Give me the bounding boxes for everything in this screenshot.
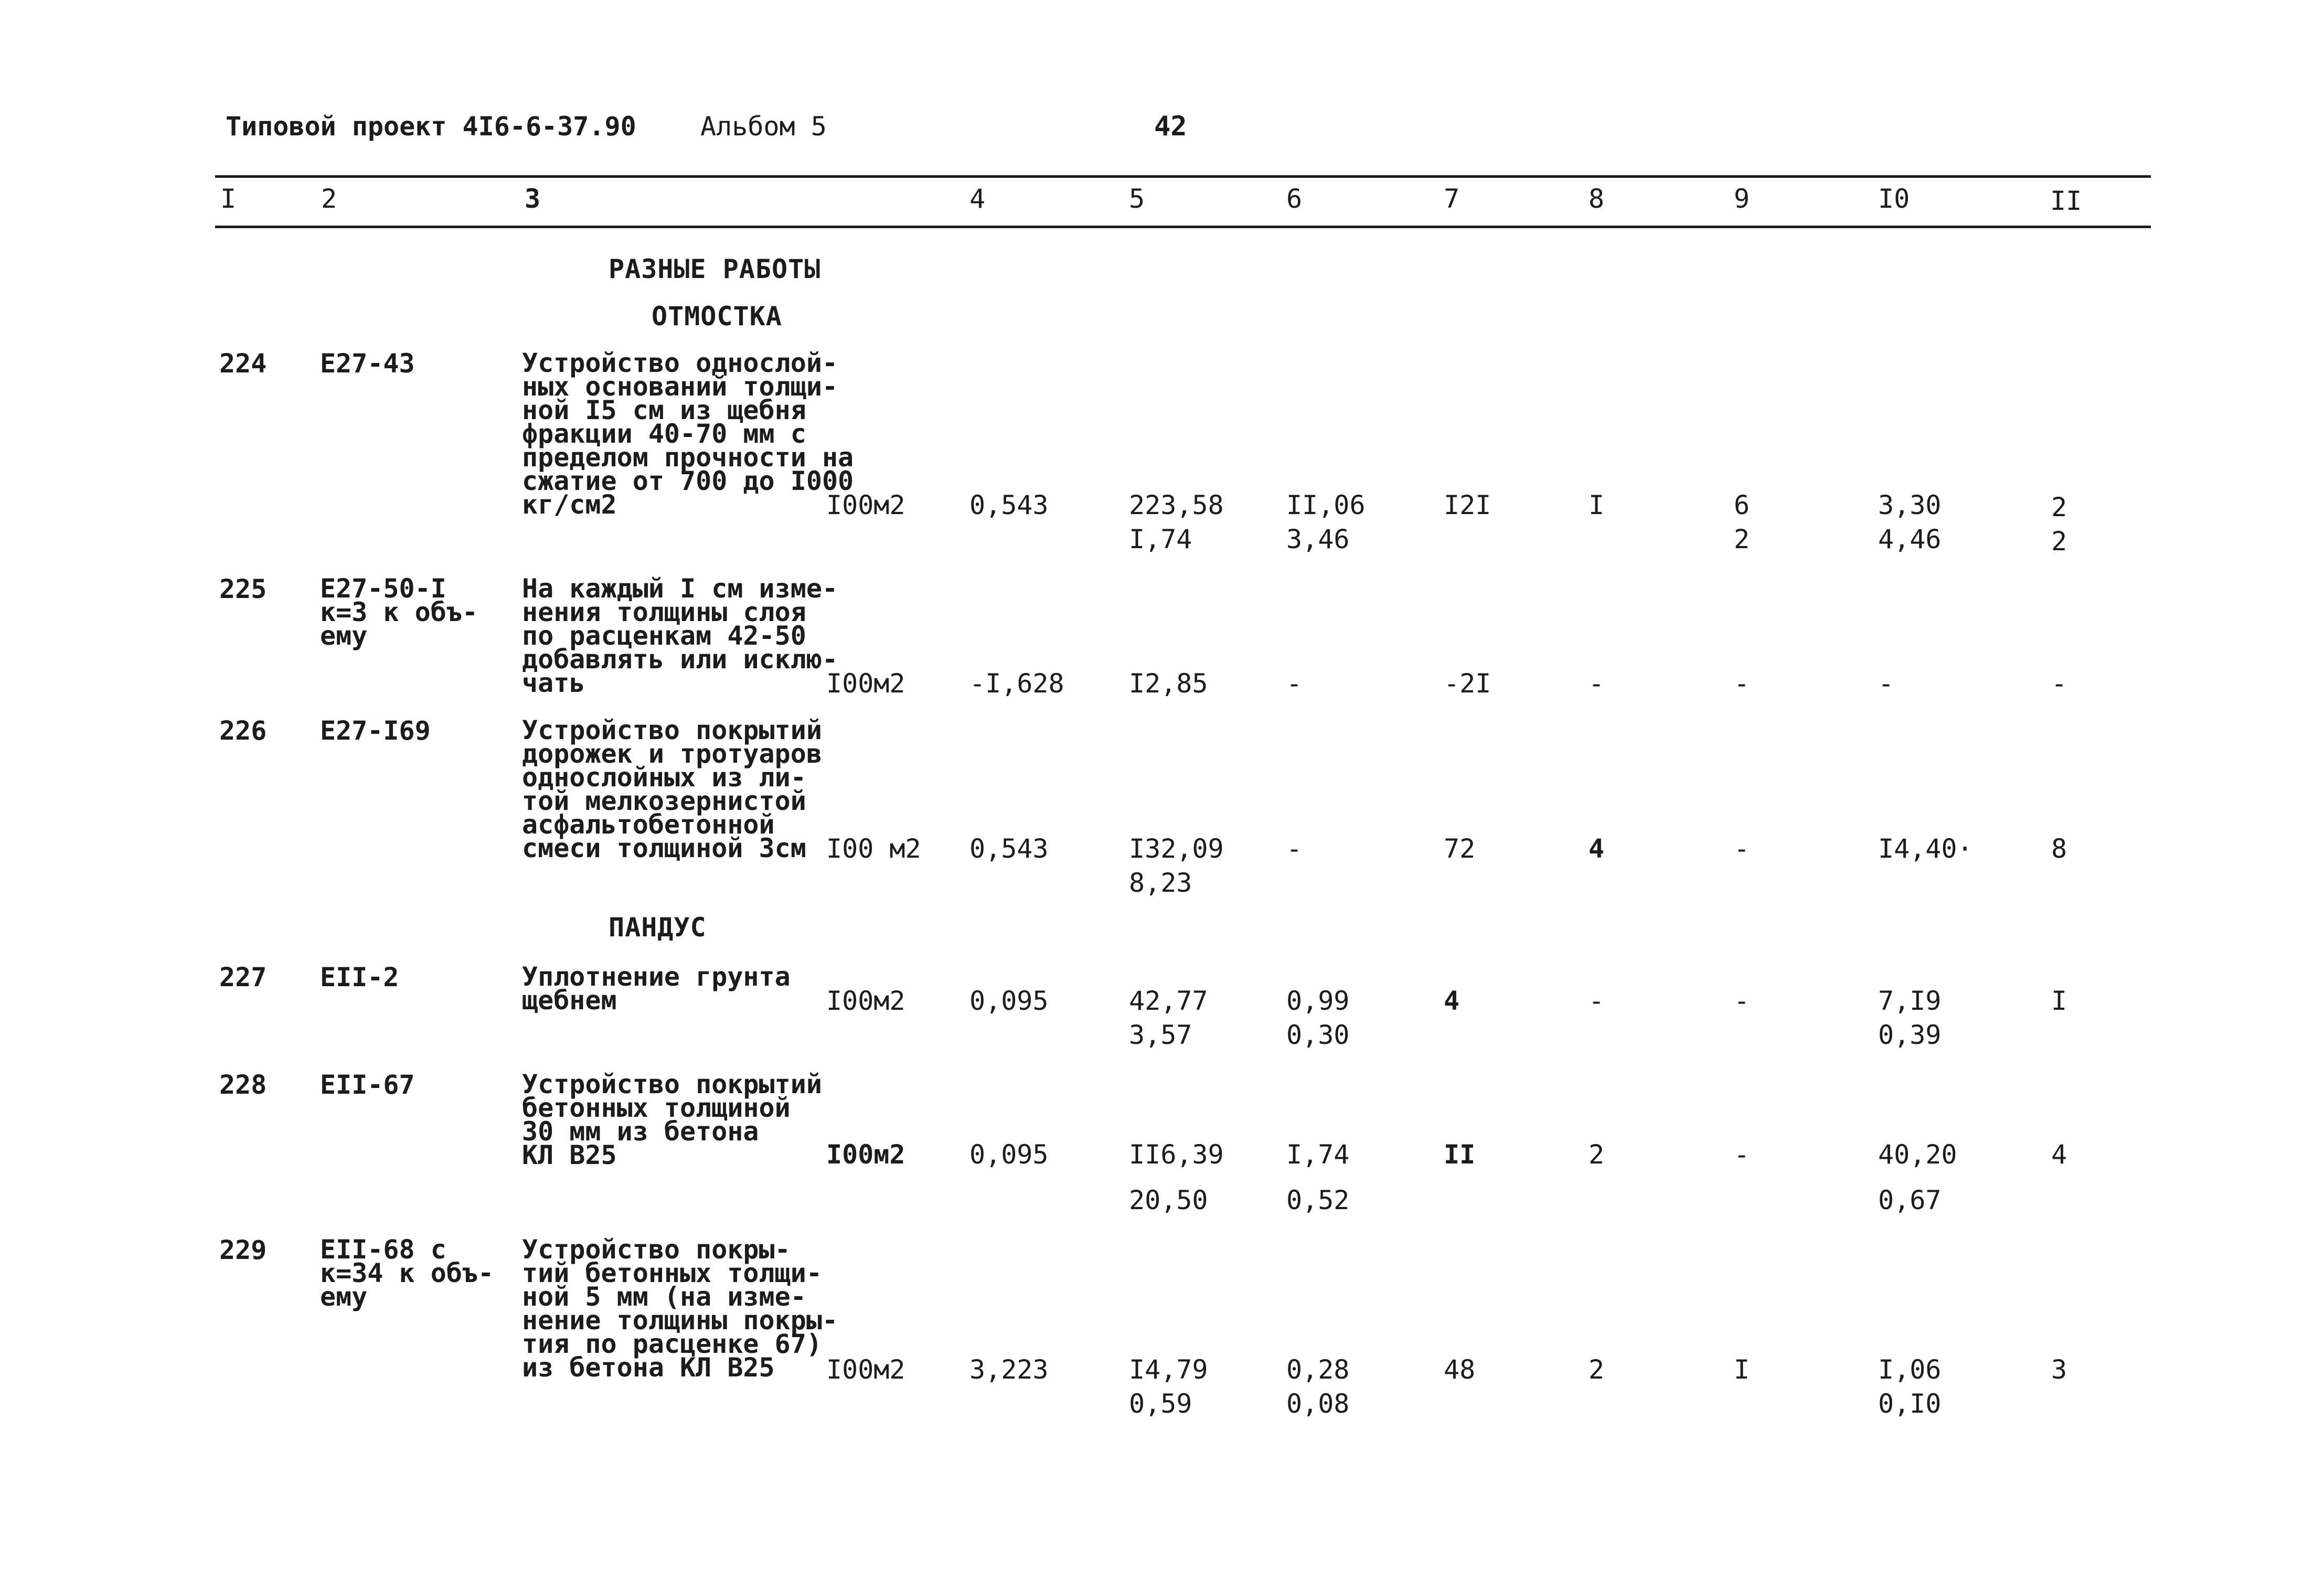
cell-col5-b: 3,57 (1129, 1020, 1192, 1050)
cell-col8: I (1589, 490, 1605, 520)
section-ramp: ПАНДУС (609, 912, 707, 943)
row-unit: I00м2 (826, 1139, 905, 1170)
row-description: Уплотнение грунта щебнем (522, 962, 791, 1016)
row-unit: I00м2 (826, 1354, 905, 1385)
row-description: На каждый I см изме- нения толщины слоя по расценкам 42-50 добавлять или исклю- чать (522, 573, 838, 698)
cell-col7: 72 (1444, 834, 1476, 864)
row-unit: I00м2 (826, 986, 905, 1016)
cell-col5-b: 8,23 (1129, 868, 1192, 898)
cell-col9-a: - (1734, 668, 1750, 699)
row-number: 224 (219, 348, 267, 379)
cell-col6-a: I,74 (1286, 1139, 1350, 1170)
row-unit: I00м2 (826, 668, 905, 699)
row-code: ЕII-67 (320, 1070, 415, 1100)
cell-col10-a: - (1878, 668, 1894, 699)
cell-col9-a: - (1734, 986, 1750, 1016)
cell-col10-a: I,06 (1878, 1354, 1942, 1385)
row-number: 229 (219, 1235, 267, 1265)
cell-col7: 48 (1444, 1354, 1476, 1385)
page-number: 42 (1154, 111, 1187, 142)
row-description: Устройство покрытий бетонных толщиной 30 мм из бетона КЛ В25 (522, 1069, 822, 1170)
cell-col5-a: I32,09 (1129, 834, 1224, 864)
cell-col7: I2I (1444, 490, 1491, 520)
col-header-9: 9 (1734, 184, 1750, 214)
cell-col5-b: 20,50 (1129, 1185, 1208, 1215)
cell-col5-a: 223,58 (1129, 490, 1224, 520)
row-number: 228 (219, 1070, 267, 1100)
cell-col8: 2 (1589, 1139, 1605, 1170)
col-header-8: 8 (1589, 184, 1605, 214)
cell-col6-b: 0,30 (1286, 1020, 1350, 1050)
cell-col10-a: 7,I9 (1878, 986, 1942, 1016)
cell-col6-a: 0,28 (1286, 1354, 1350, 1385)
cell-col8: 2 (1589, 1354, 1605, 1385)
row-number: 227 (219, 962, 267, 992)
cell-col6-a: II,06 (1286, 490, 1366, 520)
cell-col5-a: 42,77 (1129, 986, 1208, 1016)
row-quantity: 0,543 (969, 490, 1049, 520)
cell-col10-a: I4,40· (1878, 834, 1973, 864)
header-bottom-rule (215, 226, 2151, 228)
row-code: ЕII-68 с к=34 к объ- ему (320, 1234, 494, 1312)
cell-col6-a: 0,99 (1286, 986, 1350, 1016)
cell-col9-a: I (1734, 1354, 1750, 1385)
row-code: ЕII-2 (320, 962, 399, 992)
cell-col8: - (1589, 986, 1605, 1016)
row-code: Е27-I69 (320, 716, 431, 746)
row-unit: I00 м2 (826, 834, 921, 864)
col-header-7: 7 (1444, 184, 1460, 214)
cell-col8: 4 (1589, 834, 1605, 864)
cell-col10-b: 0,39 (1878, 1020, 1942, 1050)
cell-col11-b: 2 (2051, 526, 2067, 557)
row-quantity: 0,095 (969, 986, 1049, 1016)
cell-col10-b: 4,46 (1878, 524, 1942, 554)
cell-col11-a: 8 (2051, 834, 2067, 864)
cell-col6-a: - (1286, 668, 1303, 699)
cell-col5-b: I,74 (1129, 524, 1192, 554)
cell-col11-a: 2 (2051, 492, 2067, 522)
row-code: Е27-50-I к=3 к объ- ему (320, 573, 478, 651)
cell-col9-a: 6 (1734, 490, 1750, 520)
cell-col7: 4 (1444, 986, 1460, 1016)
cell-col6-b: 0,08 (1286, 1389, 1350, 1419)
cell-col10-a: 3,30 (1878, 490, 1942, 520)
section-misc-works: РАЗНЫЕ РАБОТЫ (609, 254, 821, 284)
album-label: Альбом 5 (700, 111, 827, 142)
row-quantity: -I,628 (969, 668, 1064, 699)
cell-col10-b: 0,67 (1878, 1185, 1942, 1215)
row-description: Устройство покры- тий бетонных толщи- ной 5 мм (на изме- нение толщины покры- тия по расценке 67) из бетона КЛ В25 (522, 1234, 838, 1383)
cell-col9-a: - (1734, 834, 1750, 864)
row-description: Устройство покрытий дорожек и тротуаров однослойных из ли- той мелкозернистой асфальтобетонной смеси толщиной 3см (522, 715, 822, 863)
col-header-11: II (2050, 186, 2082, 216)
col-header-10: I0 (1878, 184, 1910, 214)
cell-col6-b: 3,46 (1286, 524, 1350, 554)
section-apron: ОТМОСТКА (652, 301, 782, 332)
row-number: 225 (219, 574, 267, 604)
top-rule (215, 175, 2151, 178)
col-header-5: 5 (1129, 184, 1145, 214)
cell-col6-b: 0,52 (1286, 1185, 1350, 1215)
col-header-6: 6 (1286, 184, 1303, 214)
cell-col8: - (1589, 668, 1605, 699)
col-header-3: 3 (525, 184, 541, 214)
row-description: Устройство однослой- ных оснований толщи- ной I5 см из щебня фракции 40-70 мм с пределом прочности на сжатие от 700 до I000 кг/см2 (522, 348, 854, 520)
cell-col5-b: 0,59 (1129, 1389, 1192, 1419)
row-unit: I00м2 (826, 490, 905, 520)
project-title: Типовой проект 4I6-6-37.90 (226, 111, 636, 142)
cell-col5-a: I2,85 (1129, 668, 1208, 699)
cell-col10-a: 40,20 (1878, 1139, 1957, 1170)
row-code: Е27-43 (320, 348, 415, 379)
row-quantity: 0,095 (969, 1139, 1049, 1170)
row-quantity: 3,223 (969, 1354, 1049, 1385)
cell-col10-b: 0,I0 (1878, 1389, 1942, 1419)
col-header-1: I (220, 184, 237, 214)
col-header-2: 2 (321, 184, 337, 214)
col-header-4: 4 (969, 184, 986, 214)
cell-col5-a: II6,39 (1129, 1139, 1224, 1170)
cell-col9-a: - (1734, 1139, 1750, 1170)
cell-col11-a: - (2051, 668, 2067, 699)
row-number: 226 (219, 716, 267, 746)
cell-col11-a: 3 (2051, 1354, 2067, 1385)
cell-col11-a: 4 (2051, 1139, 2067, 1170)
cell-col6-a: - (1286, 834, 1303, 864)
cell-col7: -2I (1444, 668, 1491, 699)
cell-col9-b: 2 (1734, 524, 1750, 554)
cell-col5-a: I4,79 (1129, 1354, 1208, 1385)
cell-col11-a: I (2051, 986, 2067, 1016)
cell-col7: II (1444, 1139, 1476, 1170)
row-quantity: 0,543 (969, 834, 1049, 864)
